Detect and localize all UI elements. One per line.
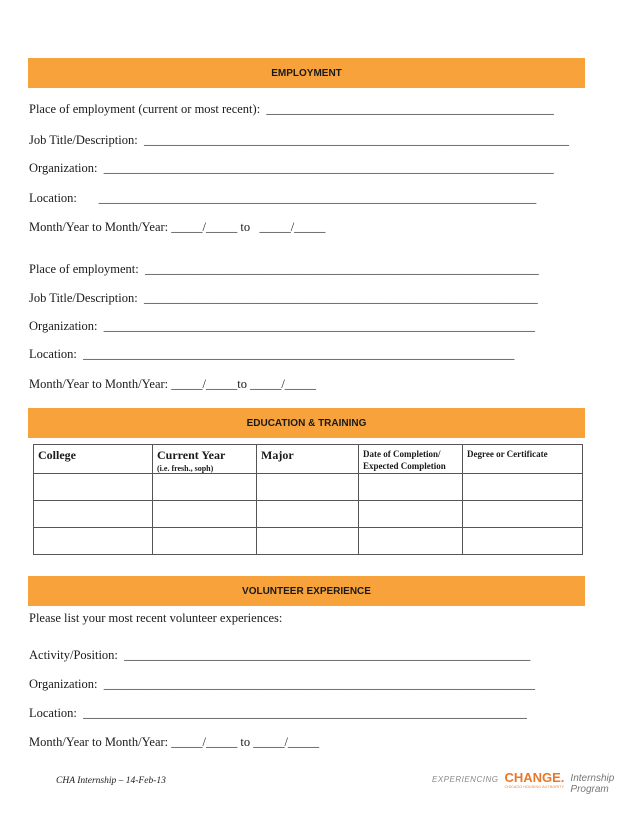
employment-header-label: EMPLOYMENT [271, 67, 342, 79]
location-field[interactable]: Location: ______________________________________________________________________ [29, 191, 537, 205]
logo-experiencing-text: EXPERIENCING [432, 775, 499, 784]
table-cell[interactable] [257, 528, 359, 555]
location-field-2[interactable]: Location: _____________________________________________________________________ [29, 347, 515, 361]
table-cell[interactable] [463, 474, 583, 501]
degree-column-header [463, 445, 583, 474]
table-cell[interactable] [153, 501, 257, 528]
table-row [34, 474, 583, 501]
college-column-header [34, 445, 153, 474]
table-cell[interactable] [34, 474, 153, 501]
current-year-header-sublabel: (i.e. fresh., soph) [157, 464, 214, 473]
table-cell[interactable] [463, 501, 583, 528]
major-header-label: Major [261, 448, 294, 462]
college-header-label: College [38, 448, 76, 462]
table-cell[interactable] [34, 528, 153, 555]
table-row [34, 501, 583, 528]
completion-date-header-line2: Expected Completion [363, 461, 446, 471]
volunteer-organization-field[interactable]: Organization: _____________________________________________________________________ [29, 677, 535, 691]
logo-change-subtext: CHICAGO HOUSING AUTHORITY [504, 785, 565, 789]
dates-field[interactable]: Month/Year to Month/Year: _____/_____ to _____/_____ [29, 220, 326, 234]
volunteer-section-header [28, 576, 585, 606]
table-cell[interactable] [359, 501, 463, 528]
footer-document-id: CHA Internship – 14-Feb-13 [56, 776, 166, 786]
table-cell[interactable] [463, 528, 583, 555]
logo-change-mark [504, 770, 564, 789]
organization-field-2[interactable]: Organization: _____________________________________________________________________ [29, 319, 535, 333]
table-cell[interactable] [34, 501, 153, 528]
table-cell[interactable] [257, 501, 359, 528]
place-of-employment-field[interactable]: Place of employment (current or most recent): ______________________________________________ [29, 102, 554, 116]
table-cell[interactable] [257, 474, 359, 501]
table-row [34, 528, 583, 555]
logo-program-text: Internship Program [570, 773, 615, 795]
current-year-header-label: Current Year [157, 448, 226, 462]
logo-change-text: CHANGE. [504, 770, 565, 785]
job-title-field[interactable]: Job Title/Description: ____________________________________________________________________ [29, 133, 569, 147]
volunteer-header-label: VOLUNTEER EXPERIENCE [242, 585, 371, 597]
organization-field[interactable]: Organization: ________________________________________________________________________ [29, 161, 554, 175]
major-column-header [257, 445, 359, 474]
dates-field-2[interactable]: Month/Year to Month/Year: _____/_____to _____/_____ [29, 377, 317, 391]
current-year-column-header [153, 445, 257, 474]
activity-position-field[interactable]: Activity/Position: _________________________________________________________________ [29, 648, 531, 662]
table-cell[interactable] [359, 474, 463, 501]
table-cell[interactable] [359, 528, 463, 555]
employment-section-header [28, 58, 585, 88]
education-table [33, 444, 583, 555]
internship-program-logo [432, 770, 638, 794]
completion-date-column-header [359, 445, 463, 474]
degree-header-label: Degree or Certificate [467, 449, 548, 459]
table-cell[interactable] [153, 528, 257, 555]
education-table-header-row [34, 445, 583, 474]
table-cell[interactable] [153, 474, 257, 501]
completion-date-header-line1: Date of Completion/ [363, 449, 441, 459]
education-section-header [28, 408, 585, 438]
volunteer-location-field[interactable]: Location: _______________________________________________________________________ [29, 706, 527, 720]
volunteer-instructions: Please list your most recent volunteer experiences: [29, 611, 283, 625]
job-title-field-2[interactable]: Job Title/Description: _______________________________________________________________ [29, 291, 538, 305]
volunteer-dates-field[interactable]: Month/Year to Month/Year: _____/_____ to _____/_____ [29, 735, 320, 749]
education-header-label: EDUCATION & TRAINING [246, 417, 367, 429]
place-of-employment-field-2[interactable]: Place of employment: _______________________________________________________________ [29, 262, 539, 276]
